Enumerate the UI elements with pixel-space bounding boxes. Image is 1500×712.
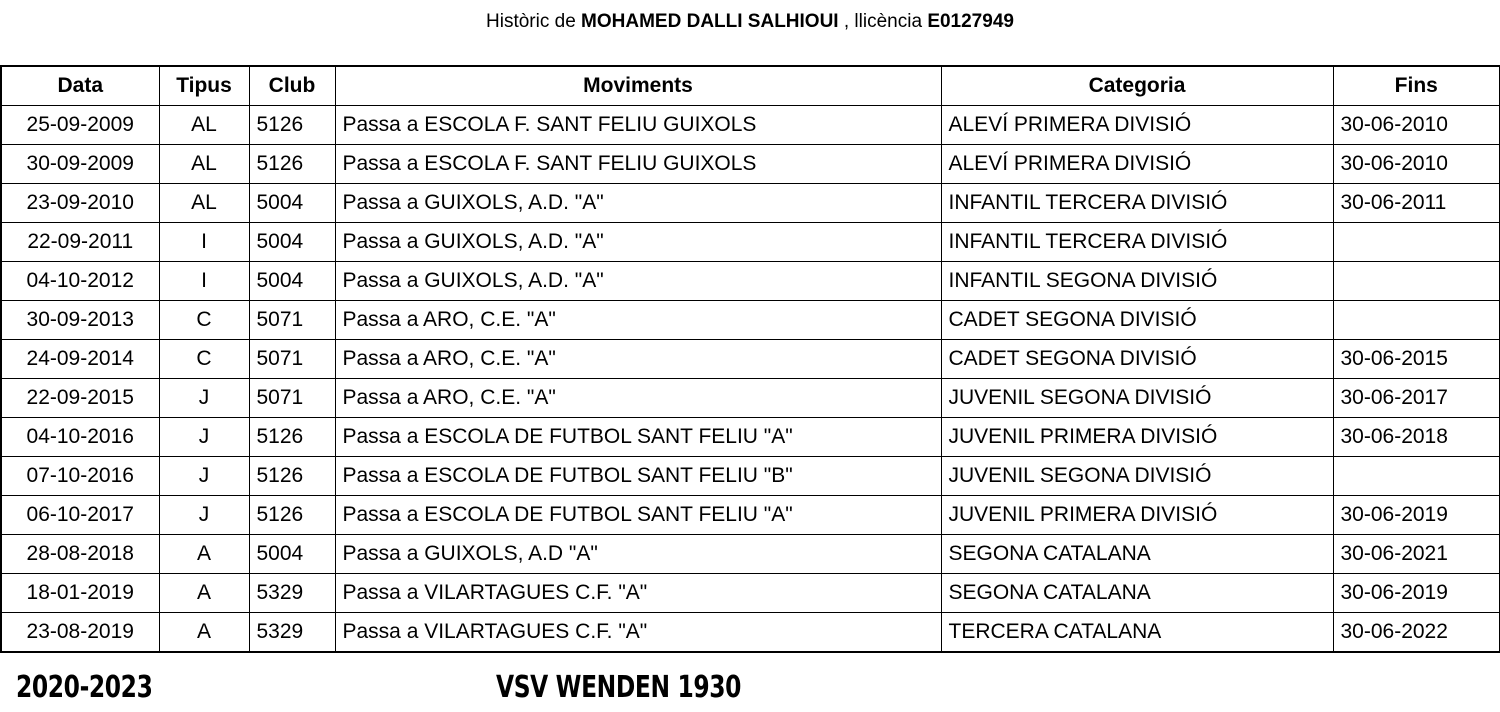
cell-club: 5004 [249, 223, 335, 262]
cell-movement: Passa a GUIXOLS, A.D. "A" [335, 262, 941, 301]
cell-until [1333, 457, 1500, 496]
cell-club: 5071 [249, 340, 335, 379]
cell-category: JUVENIL SEGONA DIVISIÓ [941, 379, 1333, 418]
cell-club: 5004 [249, 184, 335, 223]
cell-club: 5071 [249, 379, 335, 418]
cell-type: J [159, 379, 249, 418]
cell-movement: Passa a ESCOLA DE FUTBOL SANT FELIU "A" [335, 418, 941, 457]
cell-movement: Passa a ESCOLA F. SANT FELIU GUIXOLS [335, 106, 941, 145]
cell-category: JUVENIL PRIMERA DIVISIÓ [941, 496, 1333, 535]
cell-type: A [159, 613, 249, 653]
cell-until: 30-06-2019 [1333, 496, 1500, 535]
cell-movement: Passa a ESCOLA DE FUTBOL SANT FELIU "B" [335, 457, 941, 496]
cell-category: INFANTIL TERCERA DIVISIÓ [941, 184, 1333, 223]
cell-movement: Passa a VILARTAGUES C.F. "A" [335, 613, 941, 653]
cell-category: JUVENIL PRIMERA DIVISIÓ [941, 418, 1333, 457]
table-row [1, 379, 1500, 418]
page-title [0, 11, 1500, 33]
cell-category: JUVENIL SEGONA DIVISIÓ [941, 457, 1333, 496]
table-row [1, 301, 1500, 340]
cell-date: 07-10-2016 [1, 457, 159, 496]
table-row [1, 145, 1500, 184]
column-header-categoria: Categoria [941, 66, 1333, 106]
cell-type: AL [159, 106, 249, 145]
table-row [1, 184, 1500, 223]
cell-type: AL [159, 145, 249, 184]
table-body [1, 106, 1500, 653]
cell-movement: Passa a ARO, C.E. "A" [335, 301, 941, 340]
cell-club: 5004 [249, 535, 335, 574]
table-row [1, 613, 1500, 653]
cell-date: 22-09-2011 [1, 223, 159, 262]
cell-date: 30-09-2013 [1, 301, 159, 340]
cell-date: 30-09-2009 [1, 145, 159, 184]
cell-movement: Passa a ARO, C.E. "A" [335, 340, 941, 379]
cell-date: 18-01-2019 [1, 574, 159, 613]
cell-date: 23-09-2010 [1, 184, 159, 223]
table-row [1, 535, 1500, 574]
cell-category: CADET SEGONA DIVISIÓ [941, 340, 1333, 379]
column-header-club: Club [249, 66, 335, 106]
column-header-data: Data [1, 66, 159, 106]
cell-club: 5126 [249, 418, 335, 457]
cell-category: ALEVÍ PRIMERA DIVISIÓ [941, 106, 1333, 145]
cell-until: 30-06-2010 [1333, 145, 1500, 184]
cell-type: C [159, 301, 249, 340]
cell-type: C [159, 340, 249, 379]
table-row [1, 457, 1500, 496]
table-row [1, 262, 1500, 301]
table-header-row [1, 66, 1500, 106]
cell-movement: Passa a ESCOLA DE FUTBOL SANT FELIU "A" [335, 496, 941, 535]
title-prefix: Històric de [486, 11, 576, 32]
cell-movement: Passa a GUIXOLS, A.D. "A" [335, 184, 941, 223]
table-row [1, 223, 1500, 262]
license-number: E0127949 [927, 11, 1014, 32]
cell-until [1333, 223, 1500, 262]
table-row [1, 496, 1500, 535]
title-separator: , llicència [843, 11, 923, 32]
cell-type: I [159, 262, 249, 301]
cell-movement: Passa a VILARTAGUES C.F. "A" [335, 574, 941, 613]
cell-until [1333, 262, 1500, 301]
cell-date: 24-09-2014 [1, 340, 159, 379]
cell-type: J [159, 418, 249, 457]
cell-until: 30-06-2015 [1333, 340, 1500, 379]
cell-movement: Passa a ESCOLA F. SANT FELIU GUIXOLS [335, 145, 941, 184]
footer-club: VSV WENDEN 1930 [496, 670, 742, 705]
footer-years: 2020-2023 [16, 670, 153, 705]
cell-type: J [159, 496, 249, 535]
cell-type: A [159, 574, 249, 613]
cell-date: 23-08-2019 [1, 613, 159, 653]
cell-until: 30-06-2019 [1333, 574, 1500, 613]
cell-club: 5004 [249, 262, 335, 301]
cell-club: 5329 [249, 574, 335, 613]
cell-date: 06-10-2017 [1, 496, 159, 535]
cell-until: 30-06-2011 [1333, 184, 1500, 223]
player-name: MOHAMED DALLI SALHIOUI [581, 11, 839, 32]
cell-movement: Passa a GUIXOLS, A.D "A" [335, 535, 941, 574]
cell-category: SEGONA CATALANA [941, 574, 1333, 613]
cell-date: 25-09-2009 [1, 106, 159, 145]
cell-club: 5126 [249, 145, 335, 184]
cell-club: 5329 [249, 613, 335, 653]
cell-until: 30-06-2022 [1333, 613, 1500, 653]
cell-category: ALEVÍ PRIMERA DIVISIÓ [941, 145, 1333, 184]
cell-date: 28-08-2018 [1, 535, 159, 574]
cell-category: CADET SEGONA DIVISIÓ [941, 301, 1333, 340]
cell-club: 5126 [249, 106, 335, 145]
cell-date: 04-10-2016 [1, 418, 159, 457]
cell-until: 30-06-2017 [1333, 379, 1500, 418]
cell-until [1333, 301, 1500, 340]
column-header-fins: Fins [1333, 66, 1500, 106]
cell-type: I [159, 223, 249, 262]
table-row [1, 106, 1500, 145]
history-table [0, 65, 1500, 653]
cell-club: 5071 [249, 301, 335, 340]
cell-category: INFANTIL SEGONA DIVISIÓ [941, 262, 1333, 301]
cell-movement: Passa a ARO, C.E. "A" [335, 379, 941, 418]
cell-club: 5126 [249, 457, 335, 496]
cell-until: 30-06-2010 [1333, 106, 1500, 145]
cell-movement: Passa a GUIXOLS, A.D. "A" [335, 223, 941, 262]
cell-until: 30-06-2021 [1333, 535, 1500, 574]
table-row [1, 418, 1500, 457]
column-header-tipus: Tipus [159, 66, 249, 106]
cell-date: 22-09-2015 [1, 379, 159, 418]
cell-until: 30-06-2018 [1333, 418, 1500, 457]
cell-type: AL [159, 184, 249, 223]
cell-type: J [159, 457, 249, 496]
column-header-moviments: Moviments [335, 66, 941, 106]
cell-category: TERCERA CATALANA [941, 613, 1333, 653]
cell-category: INFANTIL TERCERA DIVISIÓ [941, 223, 1333, 262]
cell-category: SEGONA CATALANA [941, 535, 1333, 574]
cell-club: 5126 [249, 496, 335, 535]
cell-date: 04-10-2012 [1, 262, 159, 301]
cell-type: A [159, 535, 249, 574]
table-row [1, 574, 1500, 613]
table-row [1, 340, 1500, 379]
